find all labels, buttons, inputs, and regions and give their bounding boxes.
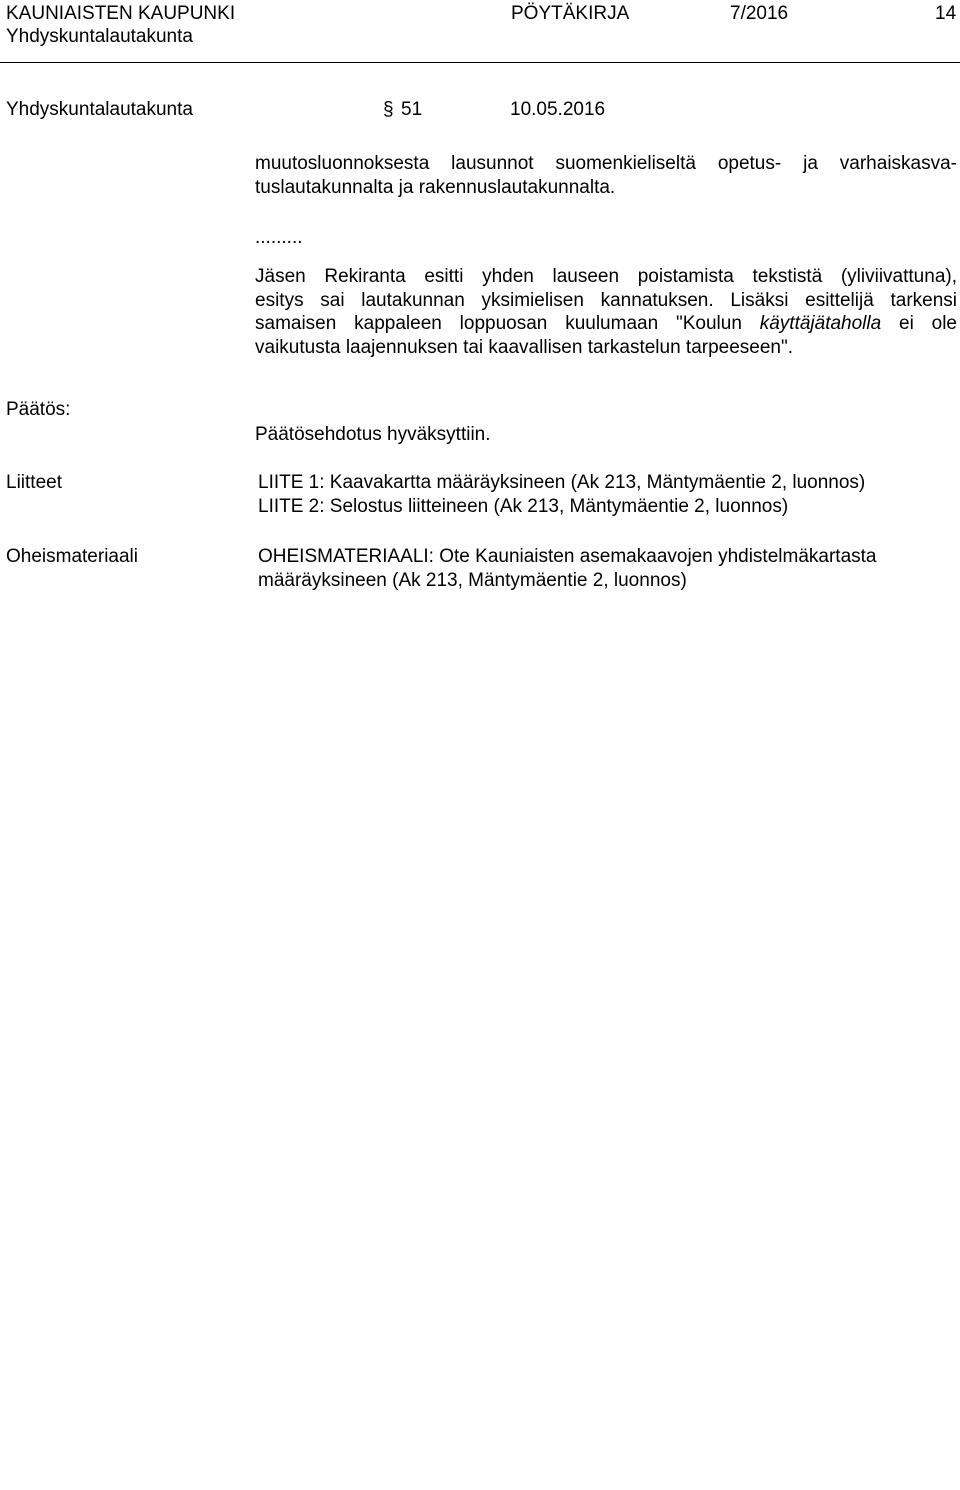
discussion-emphasis: käyttäjätaholla — [759, 313, 882, 334]
supplementary-line: OHEISMATERIAALI: Ote Kauniaisten asemakaavojen yhdistelmäkartasta — [258, 546, 877, 567]
header-org: KAUNIAISTEN KAUPUNKI — [6, 3, 236, 24]
attachment-item: LIITE 2: Selostus liitteineen (Ak 213, Mäntymäentie 2, luonnos) — [258, 496, 789, 517]
attachment-item: LIITE 1: Kaavakartta määräyksineen (Ak 213, Mäntymäentie 2, luonnos) — [258, 472, 866, 493]
header-divider — [0, 62, 960, 63]
header-doc-number: 7/2016 — [730, 3, 789, 24]
decision-label: Päätös: — [6, 399, 71, 420]
attachments-label: Liitteet — [6, 472, 62, 493]
header-page-number: 14 — [935, 3, 957, 24]
header-committee: Yhdyskuntalautakunta — [6, 26, 193, 47]
intro-line: tuslautakunnalta ja rakennuslautakunnalta. — [255, 176, 616, 198]
section-date: 10.05.2016 — [510, 99, 606, 120]
section-committee: Yhdyskuntalautakunta — [6, 99, 193, 120]
discussion-line — [255, 312, 957, 336]
supplementary-line: määräyksineen (Ak 213, Mäntymäentie 2, luonnos) — [258, 570, 687, 591]
ellipsis: ......... — [255, 227, 303, 248]
supplementary-label: Oheismateriaali — [6, 546, 138, 567]
discussion-line: Jäsen Rekiranta esitti yhden lauseen poistamista tekstistä (yliviivattuna), — [255, 266, 957, 287]
discussion-line: esitys sai lautakunnan yksimielisen kannatuksen. Lisäksi esittelijä tarkensi — [255, 289, 957, 311]
discussion-text: samaisen kappaleen loppuosan kuulumaan "Koulun — [255, 313, 760, 334]
intro-line: muutosluonnoksesta lausunnot suomenkieliseltä opetus- ja varhaiskasva- — [255, 153, 957, 174]
section-number: 51 — [401, 99, 423, 120]
section-symbol: § — [383, 99, 394, 120]
header-doc-type: PÖYTÄKIRJA — [511, 3, 630, 24]
discussion-line: vaikutusta laajennuksen tai kaavallisen tarkastelun tarpeeseen". — [255, 336, 794, 358]
decision-text: Päätösehdotus hyväksyttiin. — [255, 424, 491, 445]
discussion-text: ei ole — [881, 313, 957, 334]
discussion-paragraph — [255, 265, 957, 359]
intro-paragraph — [255, 152, 957, 199]
